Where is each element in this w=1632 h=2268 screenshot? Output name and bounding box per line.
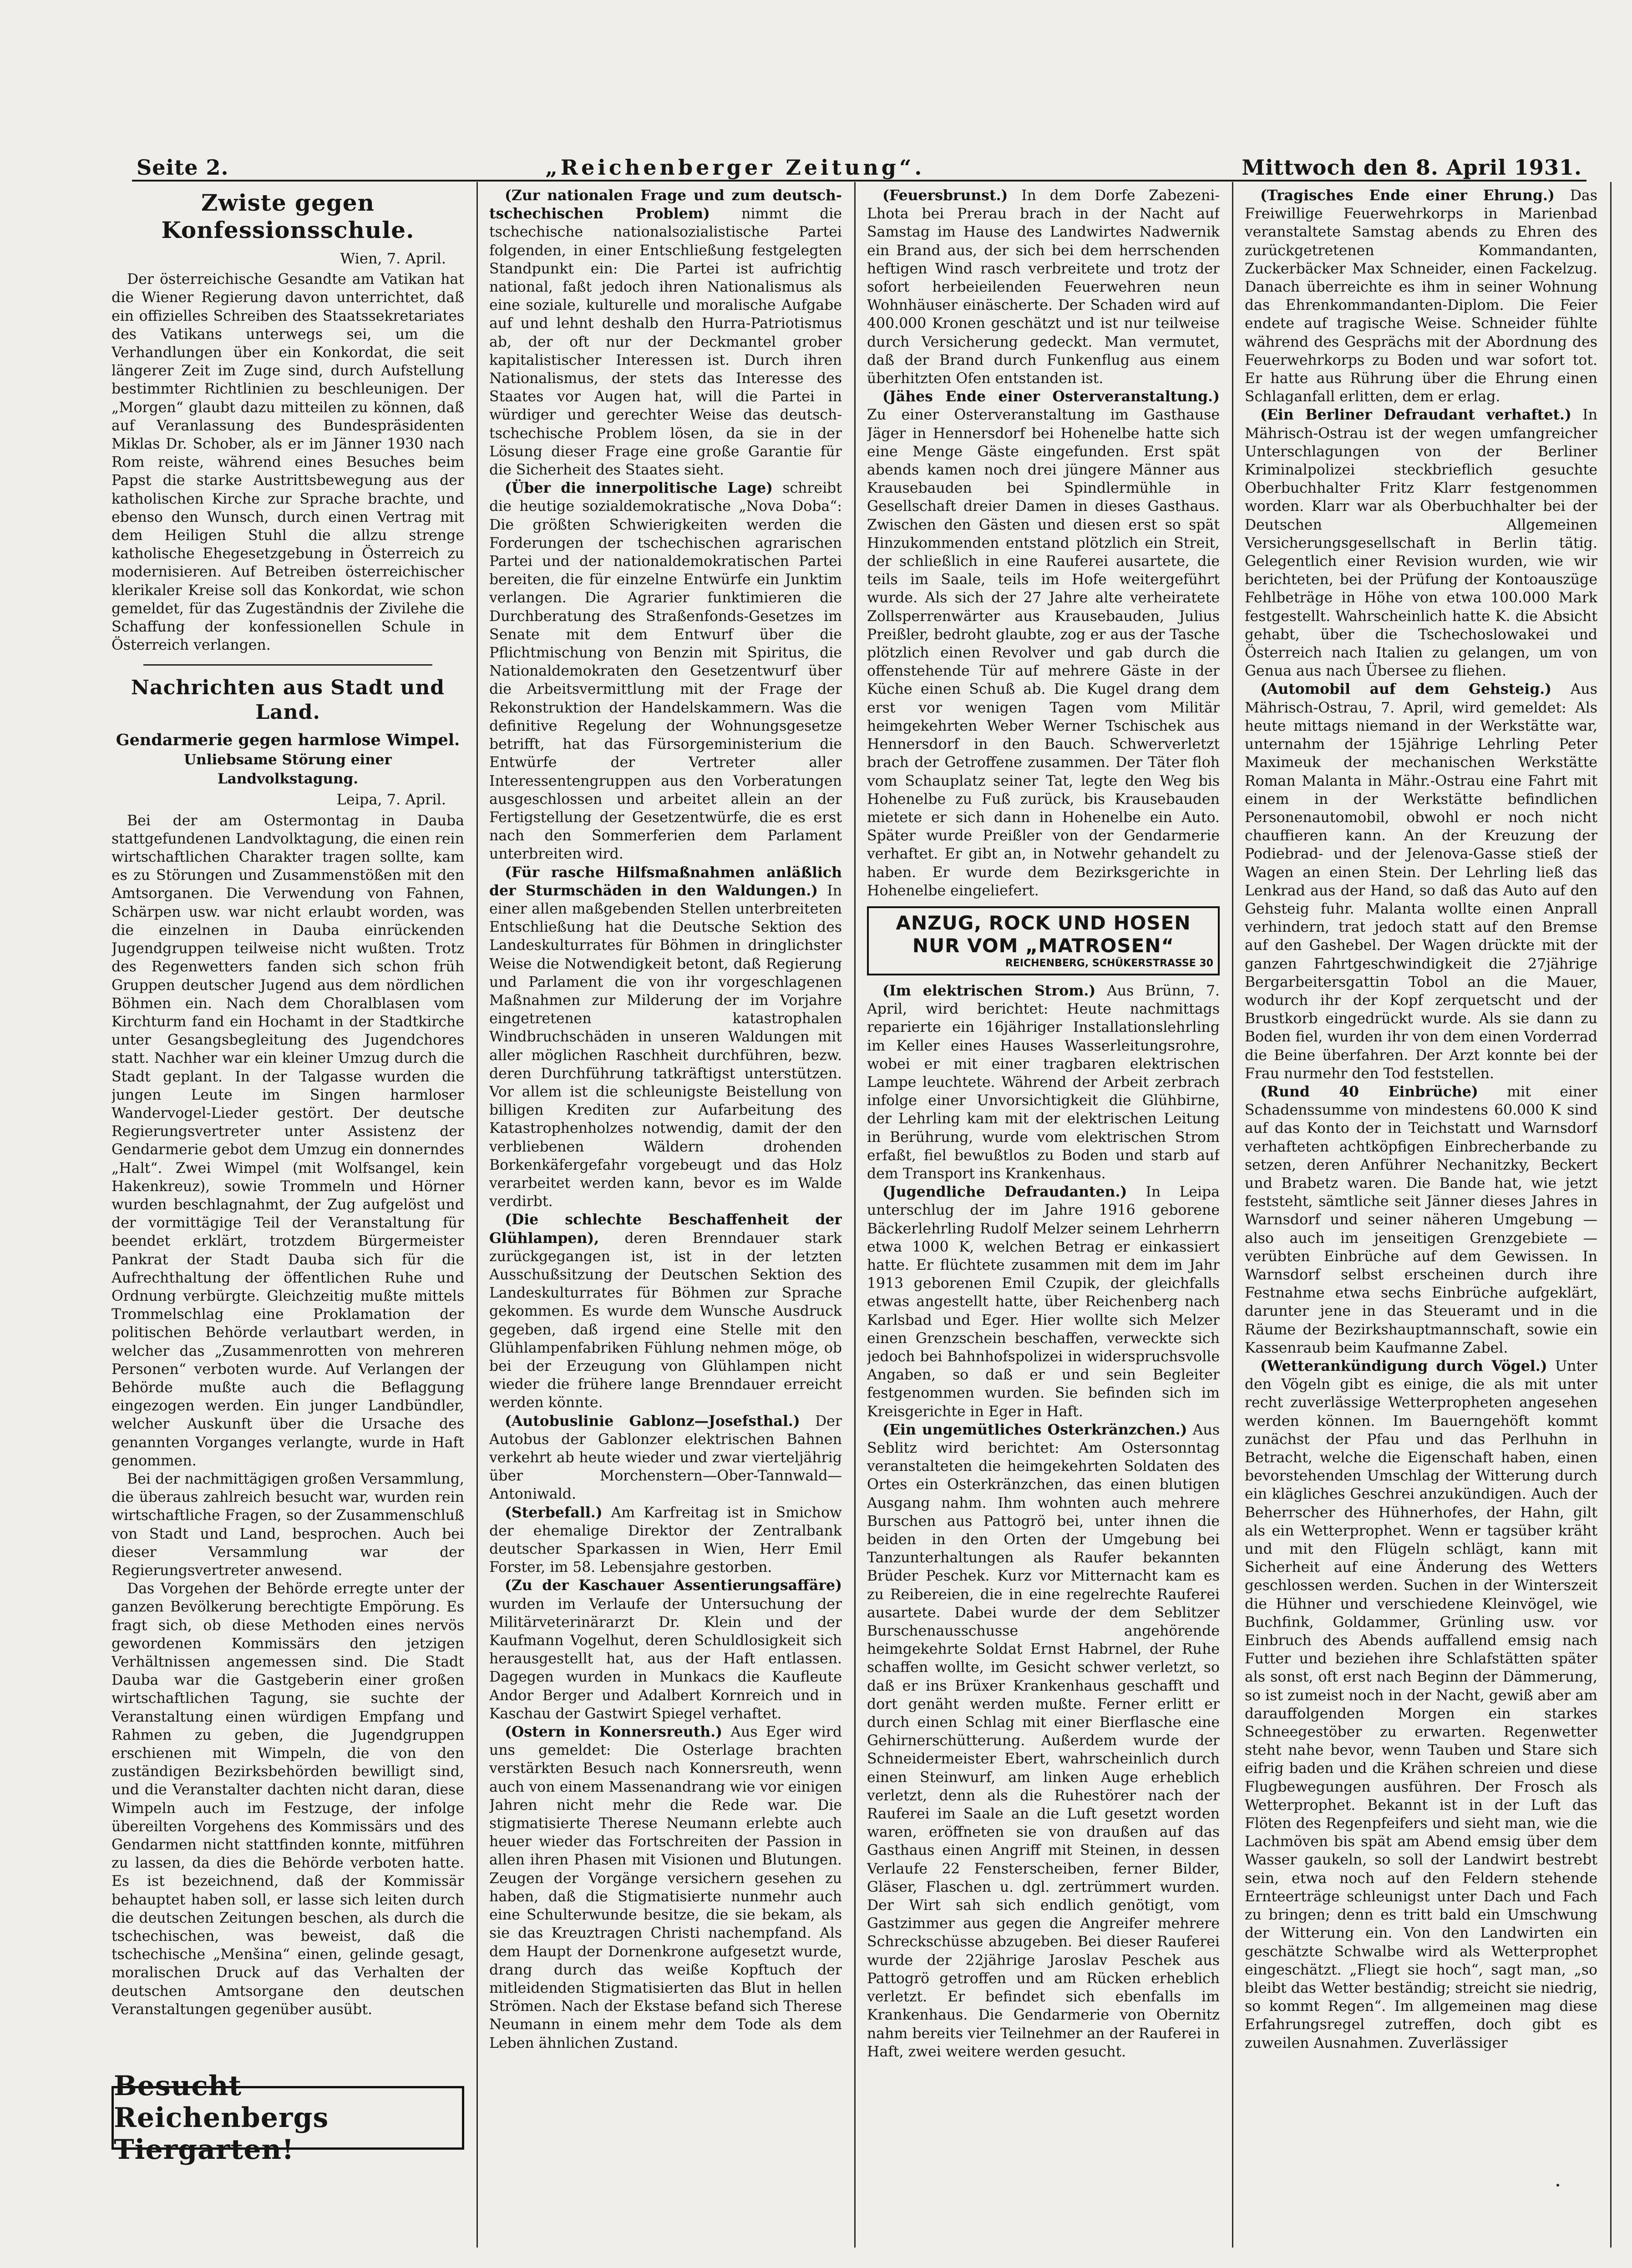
section-headline-stadt-land: Nachrichten aus Stadt und Land. <box>131 676 445 724</box>
section-divider <box>143 664 432 666</box>
column-2 <box>489 187 842 2243</box>
item-keyword: (Zu der Kaschauer Assentierungsaffäre) <box>505 1577 842 1594</box>
item-keyword: (Automobil auf dem Gehsteig.) <box>1260 681 1552 698</box>
tiergarten-banner-ad: Besucht Reichenbergs Tiergarten! <box>112 2086 464 2150</box>
item-keyword: (Über die innerpolitische Lage) <box>505 480 773 497</box>
item-keyword: (Tragisches Ende einer Ehrung.) <box>1260 187 1555 204</box>
item-keyword: (Ein ungemütliches Osterkränzchen.) <box>882 1421 1187 1438</box>
news-item: (Automobil auf dem Gehsteig.) Aus Mährisch-Ostrau, 7. April, wird gemeldet: Als heute mittags niemand in der Werkstätte war, unternahm der 15jährige Lehrling Peter Maximeuk der mechanischen Werkstätte Roman Malanta in Mähr.-Ostrau eine Fahrt mit einem in der Werkstätte befindlichen Personenautomobil, obwohl er noch nicht chauffieren kann. An der Kreuzung der Podiebrad- und der Jelenova-Gasse stieß der Wagen an einen Stein. Der Lehrling ließ das Lenkrad aus der Hand, so daß das Auto auf den Gehsteig fuhr. Malanta wollte einen Anprall verhindern, trat jedoch statt auf den Bremse auf den Gashebel. Der Wagen drückte mit der ganzen Fahrtgeschwindigkeit die 27jährige Bergarbeitersgattin Tobol an die Mauer, wodurch ihr der Kopf zerquetscht und der Brustkorb eingedrückt wurde. Als sie dann zu Boden fiel, wurden ihr von dem einen Vorderrad die Beine überfahren. Der Arzt konnte bei der Frau nurmehr den Tod feststellen. <box>1245 681 1597 1082</box>
column-rule <box>1610 182 1612 2248</box>
item-keyword: (Autobuslinie Gablonz—Josefsthal.) <box>505 1412 800 1429</box>
item-keyword: (Zur nationalen Frage und zum deutsch-tschechischen Problem) <box>489 187 842 222</box>
news-item: (Autobuslinie Gablonz—Josefsthal.) Der Autobus der Gablonzer elektrischen Bahnen verkehrt ab heute wieder und zwar vierteljährig über Morchenstern—Ober-Tannwald—Antoniwald. <box>489 1412 842 1503</box>
news-item: (Jähes Ende einer Osterveranstaltung.) Zu einer Osterveranstaltung im Gasthause Jäger in Hennersdorf bei Hohenelbe hatte sich eine Menge Gäste eingefunden. Erst spät abends kamen noch drei jüngere Männer aus Krausebauden bei Spindlermühle in Gesellschaft dreier Damen in dieses Gasthaus. Zwischen den Gästen und diesen erst so spät Hinzukommenden entstand plötzlich ein Streit, der schließlich in eine Rauferei ausartete, die teils im Saale, teils im Hofe weitergeführt wurde. Als sich der 27 Jahre alte verheiratete Zollsperrenwärter aus Krausebauden, Julius Preißler, bedroht glaubte, zog er aus der Tasche plötzlich einen Revolver und gab durch die offenstehende Tür auf mehrere Gäste in der Küche einen Schuß ab. Die Kugel drang dem erst vor wenigen Tagen vom Militär heimgekehrten Weber Werner Tschischek aus Hennersdorf in den Bauch. Schwerverletzt brach der Getroffene zusammen. Der Täter floh vom Schauplatz seiner Tat, legte den Weg bis Hohenelbe zu Fuß zurück, bis Krausebauden mietete er sich dann in Hohenelbe ein Auto. Später wurde Preißler von der Gendarmerie verhaftet. Er gibt an, in Notwehr gehandelt zu haben. Er wurde dem Bezirksgerichte in Hohenelbe eingeliefert. <box>867 388 1220 899</box>
news-item: (Sterbefall.) Am Karfreitag ist in Smichow der ehemalige Direktor der Zentralbank deutscher Sparkassen in Wien, Herr Emil Forster, im 58. Lebensjahre gestorben. <box>489 1504 842 1576</box>
news-item: (Ein Berliner Defraudant verhaftet.) In Mährisch-Ostrau ist der wegen umfangreicher Unterschlagungen von der Berliner Kriminalpolizei steckbrieflich gesuchte Oberbuchhalter Fritz Klarr festgenommen worden. Klarr war als Oberbuchhalter bei der Deutschen Allgemeinen Versicherungsgesellschaft in Berlin tätig. Gelegentlich einer Revision wurden, wie wir berichteten, bei der Prüfung der Kontoauszüge Fehlbeträge in Höhe von etwa 100.000 Mark festgestellt. Wahrscheinlich hatte K. die Absicht gehabt, über die Tschechoslowakei und Österreich nach Italien zu gelangen, um von Genua aus nach Übersee zu fliehen. <box>1245 406 1597 680</box>
ad-subline: NUR VOM „MATROSEN“ <box>912 934 1175 957</box>
article-headline-konfessionsschule: Zwiste gegen Konfessionsschule. <box>161 189 415 243</box>
article-subheadline: Unliebsame Störung einer Landvolkstagung. <box>184 752 392 788</box>
news-item: (Im elektrischen Strom.) Aus Brünn, 7. April, wird berichtet: Heute nachmittags reparierte ein 16jähriger Installationslehrling im Keller eines Hauses Wasserleitungsrohre, wobei er mit einer tragbaren elektrischen Lampe leuchtete. Während der Arbeit zerbrach infolge einer Unvorsichtigkeit die Glühbirne, der Lehrling kam mit der elektrischen Leitung in Berührung, wurde vom elektrischen Strom erfaßt, fiel bewußtlos zu Boden und starb auf dem Transport ins Krankenhaus. <box>867 982 1220 1182</box>
newspaper-title: „Reichenberger Zeitung“. <box>545 155 925 180</box>
column-4 <box>1245 187 1597 2243</box>
page-number: Seite 2. <box>137 155 229 180</box>
ad-headline: ANZUG, ROCK UND HOSEN <box>896 911 1191 934</box>
matrosen-clothing-ad <box>867 906 1220 975</box>
news-item: (Ein ungemütliches Osterkränzchen.) Aus Seblitz wird berichtet: Am Ostersonntag veranstalteten die heimgekehrten Soldaten des Ortes ein Osterkränzchen, das einen blutigen Ausgang nahm. Ihm wohnten auch mehrere Burschen aus Pattogrö bei, unter ihnen die beiden in den Orten der Umgebung bei Tanzunterhaltungen als Raufer bekannten Brüder Peschek. Kurz vor Mitternacht kam es zu Reibereien, die in eine regelrechte Rauferei ausartete. Dabei wurde der dem Seblitzer Burschenausschusse angehörende heimgekehrte Soldat Ernst Habrnel, der Ruhe schaffen wollte, im Gesicht schwer verletzt, so daß er ins Brüxer Krankenhaus geschafft und dort genäht werden mußte. Ferner erlitt er durch einen Schlag mit einer Bierflasche eine Gehirnerschütterung. Außerdem wurde der Schneidermeister Ebert, wahrscheinlich durch einen Steinwurf, am linken Auge erheblich verletzt, denn als die Ruhestörer nach der Rauferei im Saale an die Luft gesetzt worden waren, eröffneten sie von draußen auf das Gasthaus einen Angriff mit Steinen, in dessen Verlaufe 22 Fensterscheiben, ferner Bilder, Gläser, Flaschen u. dgl. zertrümmert wurden. Der Wirt sah sich endlich genötigt, vom Gastzimmer aus gegen die Angreifer mehrere Schreckschüsse abzugeben. Bei dieser Rauferei wurde der 22jährige Jaroslav Peschek aus Pattogrö getroffen und am Rücken erheblich verletzt. Er befindet sich ebenfalls im Krankenhaus. Die Gendarmerie von Obernitz nahm bereits vier Teilnehmer an der Rauferei in Haft, zwei weitere werden gesucht. <box>867 1421 1220 2060</box>
news-item: (Die schlechte Beschaffenheit der Glühlampen), deren Brenndauer stark zurückgegangen ist, ist in der letzten Ausschußsitzung der Deutschen Sektion des Landeskulturrates für Böhmen zur Sprache gekommen. Es wurde dem Wunsche Ausdruck gegeben, daß irgend eine Stelle mit den Glühlampenfabriken Fühlung nehmen möge, ob bei der Erzeugung von Glühlampen nicht wieder die frühere lange Brenndauer erreicht werden könnte. <box>489 1211 842 1411</box>
news-item: (Wetterankündigung durch Vögel.) Unter den Vögeln gibt es einige, die als mit unter recht zuverlässige Wetterpropheten angesehen werden können. Im Bauerngehöft kommt zunächst der Pfau und das Perlhuhn in Betracht, welche die Eigenschaft haben, einen bevorstehenden Umschlag der Witterung durch ein klägliches Geschrei anzukündigen. Auch der Beherrscher des Hühnerhofes, der Hahn, gilt als ein Wetterprophet. Wenn er tagsüber kräht und mit den Flügeln schlägt, kann mit Sicherheit auf eine Änderung des Wetters geschlossen werden. Suchen in der Winterszeit die Hühner und verschiedene Kleinvögel, wie Buchfink, Goldammer, Grünling usw. vor Einbruch des Abends auffallend emsig nach Futter und beziehen ihre Schlafstätten später als sonst, oft erst nach Beginn der Dämmerung, so ist zumeist noch in der Nacht, gewiß aber am darauffolgenden Morgen ein starkes Schneegestöber zu erwarten. Regenwetter steht nahe bevor, wenn Tauben und Stare sich eifrig baden und die Krähen schreien und diese Flugbewegungen ausführen. Der Frosch als Wetterprophet. Bekannt ist in der Luft das Flöten des Regenpfeifers und sieht man, wie die Lachmöven bis spät am Abend emsig über dem Wasser gaukeln, so soll der Landwirt bestrebt sein, etwa noch auf den Feldern stehende Ernteerträge schleunigst unter Dach und Fach zu bringen; denn es tritt bald ein Umschwung der Witterung ein. Von den Landwirten ein geschätzte Schwalbe wird als Wetterprophet eingeschätzt. „Fliegt sie hoch“, sagt man, „so bleibt das Wetter beständig; streicht sie niedrig, so kommt Regen“. Im allgemeinen mag diese Erfahrungsregel zutreffen, doch gibt es zuweilen Ausnahmen. Zuverlässiger <box>1245 1358 1597 2051</box>
column-rule <box>476 182 478 2248</box>
item-keyword: (Sterbefall.) <box>505 1504 603 1521</box>
news-item: (Rund 40 Einbrüche) mit einer Schadenssumme von mindestens 60.000 K sind auf das Konto der in Teichstatt und Warnsdorf verhafteten achtköpfigen Einbrecherbande zu setzen, deren Anführer Nechanitzky, Beckert und Brabetz waren. Die Bande hat, wie jetzt feststeht, sämtliche seit Jänner dieses Jahres in Warnsdorf und seiner näheren Umgebung — also auch im jenseitigen Grenzgebiete — verübten Einbrüche auf dem Gewissen. In Warnsdorf selbst erscheinen durch ihre Festnahme etwa sechs Einbrüche aufgeklärt, darunter jene in das Steueramt und in die Räume der Bezirkshauptmannschaft, sowie ein Kassenraub beim Kaufmanne Zabel. <box>1245 1083 1597 1356</box>
news-item: (Zu der Kaschauer Assentierungsaffäre) wurden im Verlaufe der Untersuchung der Militärveterinärarzt Dr. Klein und der Kaufmann Vogelhut, deren Schuldlosigkeit sich herausgestellt hat, aus der Haft entlassen. Dagegen wurden in Munkacs die Kaufleute Andor Berger und Adalbert Kornreich und in Kaschau der Gastwirt Spiegel verhaftet. <box>489 1577 842 1722</box>
article-paragraph: Der österreichische Gesandte am Vatikan hat die Wiener Regierung davon unterrichtet, daß ein offizielles Schreiben des Staatssekretariates des Vatikans unterwegs sei, um die Verhandlungen über ein Konkordat, die seit längerer Zeit im Zuge sind, durch Aufstellung bestimmter Richtlinien zu beschleunigen. Der „Morgen“ glaubt dazu mitteilen zu können, daß auf Veranlassung des Bundespräsidenten Miklas Dr. Schober, als er im Jänner 1930 nach Rom reiste, während eines Besuches beim Papst die starke Austrittsbewegung aus der katholischen Kirche zur Sprache brachte, und ebenso den Wunsch, durch einen Vertrag mit dem Heiligen Stuhl die allzu strenge katholische Ehegesetzgebung in Österreich zu modernisieren. Auf Betreiben österreichischer klerikaler Kreise soll das Konkordat, wie schon gemeldet, für das Zugeständnis der Zivilehe die Schaffung der konfessionellen Schule in Österreich verlangen. <box>112 271 464 654</box>
news-item: (Über die innerpolitische Lage) schreibt die heutige sozialdemokratische „Nova Doba“: Die größten Schwierigkeiten werden die Forderungen der tschechischen agrarischen Partei und der nationaldemokratischen Partei bereiten, die für einzelne Entwürfe ein Junktim verlangen. Die Agrarier funktimieren die Durchberatung des Straßenfonds-Gesetzes im Senate mit dem Entwurf über die Pflichtmischung von Benzin mit Spiritus, die Nationaldemokraten den Gesetzentwurf über die Arbeitsvermittlung mit der Frage der Rekonstruktion der Handelskammern. Was die definitive Regelung der Wohnungsgesetze betrifft, hat das Fürsorgeministerium die Entwürfe der Vertreter aller Interessentengruppen aus den Vorberatungen ausgeschlossen und arbeitet allein an der Fertigstellung der Gesetzentwürfe, die es erst nach den Sommerferien dem Parlament unterbreiten wird. <box>489 480 842 863</box>
article-paragraph: Bei der am Ostermontag in Dauba stattgefundenen Landvolktagung, die einen rein wirtschaftlichen Charakter tragen sollte, kam es zu Störungen und Zusammenstößen mit den Amtsorganen. Die Verwendung von Fahnen, Schärpen usw. war nicht erlaubt worden, was die einzelnen in Dauba einrückenden Jugendgruppen teilweise nicht wußten. Trotz des Regenwetters fanden sich schon früh Gruppen deutscher Jugend aus dem nördlichen Böhmen ein. Nach dem Choralblasen vom Kirchturm fand ein Hochamt in der Stadtkirche unter Gesangsbegleitung des Jugendchores statt. Nachher war ein kleiner Umzug durch die Stadt geplant. In der Talgasse wurden die jungen Leute im Singen harmloser Wandervogel-Lieder gestört. Der deutsche Regierungsvertreter unter Assistenz der Gendarmerie gebot dem Umzug ein donnerndes „Halt“. Zwei Wimpel (mit Wolfsangel, kein Hakenkreuz), sowie Trommeln und Hörner wurden beschlagnahmt, der Zug aufgelöst und der vormittägige Teil der Veranstaltung für beendet erklärt, trotzdem Bürgermeister Pankrat der Stadt Dauba sich für die Aufrechthaltung der öffentlichen Ruhe und Ordnung verbürgte. Gleichzeitig mußte mittels Trommelschlag eine Proklamation der politischen Behörde verlautbart werden, in welcher das „Zusammenrotten von mehreren Personen“ verboten wurde. Auf Verlangen der Behörde mußte auch die Beflaggung eingezogen werden. Ein junger Landbündler, welcher Auskunft über die Ursache des genannten Vorganges verlangte, wurde in Haft genommen. <box>112 812 464 1469</box>
news-item: (Tragisches Ende einer Ehrung.) Das Freiwillige Feuerwehrkorps in Marienbad veranstaltete Samstag abends zu Ehren des zurückgetretenen Kommandanten, Zuckerbäcker Max Schneider, einen Fackelzug. Danach überreichte es ihm in seiner Wohnung das Ehrenkommandanten-Diplom. Die Feier endete auf tragische Weise. Schneider fühlte während des Gesprächs mit der Abordnung des Feuerwehrkorps zu Boden und war sofort tot. Er hatte aus Rührung über die Ehrung einen Schlaganfall erlitten, dem er erlag. <box>1245 187 1597 405</box>
item-keyword: (Die schlechte Beschaffenheit der Glühlampen), <box>489 1211 842 1247</box>
column-1 <box>112 187 464 2243</box>
dateline: Wien, 7. April. <box>340 250 446 267</box>
dateline: Leipa, 7. April. <box>336 791 446 808</box>
issue-date: Mittwoch den 8. April 1931. <box>1242 155 1582 180</box>
news-item: (Jugendliche Defraudanten.) In Leipa unterschlug der im Jahre 1916 geborene Bäckerlehrling Rudolf Melzer seinem Lehrherrn etwa 1000 K, welchen Betrag er einkassiert hatte. Er flüchtete zusammen mit dem im Jahr 1913 geborenen Emil Czupik, der gleichfalls etwas angestellt hatte, über Reichenberg nach Karlsbad und Eger. Hier wollte sich Melzer einen Grenzschein beschaffen, verweckte sich jedoch bei Bahnhofspolizei in widerspruchsvolle Angaben, so daß er und sein Begleiter festgenommen wurden. Sie befinden sich im Kreisgerichte in Eger in Haft. <box>867 1183 1220 1420</box>
item-keyword: (Ein Berliner Defraudant verhaftet.) <box>1260 406 1571 424</box>
article-paragraph: Bei der nachmittägigen großen Versammlung, die überaus zahlreich besucht war, wurden rein wirtschaftliche Fragen, so der Zusammenschluß von Stadt und Land, besprochen. Auch bei dieser Versammlung war der Regierungsvertreter anwesend. <box>112 1470 464 1579</box>
column-rule <box>854 182 856 2248</box>
column-3 <box>867 187 1220 2243</box>
column-rule <box>1232 182 1233 2248</box>
print-speck <box>1556 2184 1559 2187</box>
news-item: (Für rasche Hilfsmaßnahmen anläßlich der Sturmschäden in den Waldungen.) In einer allen maßgebenden Stellen unterbreiteten Entschließung hat die Deutsche Sektion des Landeskulturrates für Böhmen in dringlichster Weise die Notwendigkeit betont, daß Regierung und Parlament die von ihr vorgeschlagenen Maßnahmen zur Milderung der im Vorjahre eingetretenen katastrophalen Windbruchschäden in unseren Waldungen mit aller möglichen Raschheit durchführen, bezw. deren Durchführung tatkräftigst unterstützen. Vor allem ist die schleunigste Beistellung von billigen Krediten zur Aufarbeitung des Katastrophenholzes notwendig, damit der den verbliebenen Wäldern drohenden Borkenkäfergefahr vorgebeugt und das Holz verarbeitet werden kann, bevor es im Walde verdirbt. <box>489 864 842 1210</box>
item-keyword: (Jähes Ende einer Osterveranstaltung.) <box>882 388 1220 405</box>
item-keyword: (Wetterankündigung durch Vögel.) <box>1260 1358 1547 1374</box>
news-item: (Ostern in Konnersreuth.) Aus Eger wird uns gemeldet: Die Osterlage brachten verstärkten Besuch nach Konnersreuth, wenn auch von einem Massenandrang wie vor einigen Jahren nicht mehr die Rede war. Die stigmatisierte Therese Neumann erlebte auch heuer wieder das Fortschreiten der Passion in allen ihren Phasen mit Visionen und Blutungen. Zeugen der Vorgänge versichern gesehen zu haben, daß die Stigmatisierte nunmehr auch eine Schulterwunde besitze, die sie bekam, als sie das Kreuztragen Christi nachempfand. Als dem Haupt der Dornenkrone aufgesetzt wurde, drang durch das weiße Kopftuch der mitleidenden Stigmatisierten das Blut in hellen Strömen. Nach der Ekstase befand sich Therese Neumann in einem mehr dem Tode als dem Leben ähnlichen Zustand. <box>489 1723 842 2051</box>
article-headline-wimpel: Gendarmerie gegen harmlose Wimpel. <box>116 731 460 750</box>
news-item: (Feuersbrunst.) In dem Dorfe Zabezeni-Lhota bei Prerau brach in der Nacht auf Samstag im Hause des Landwirtes Nadwernik ein Brand aus, der sich bei dem herrschenden heftigen Wind rasch verbreitete und trotz der sofort herbeieilenden Feuerwehren neun Wohnhäuser einäscherte. Der Schaden wird auf 400.000 Kronen geschätzt und ist nur teilweise durch Versicherung gedeckt. Man vermutet, daß der Brand durch Funkenflug aus einem überhitzten Ofen entstanden ist. <box>867 187 1220 387</box>
item-keyword: (Rund 40 Einbrüche) <box>1260 1083 1478 1100</box>
article-paragraph: Das Vorgehen der Behörde erregte unter der ganzen Bevölkerung berechtigte Empörung. Es fragt sich, ob diese Methoden eines nervös gewordenen Kommissärs den jetzigen Verhältnissen angemessen sind. Die Stadt Dauba war die Gastgeberin einer großen wirtschaftlichen Tagung, sie suchte der Veranstaltung einen würdigen Empfang und Rahmen zu geben, die Jugendgruppen erschienen mit Wimpeln, die von den zuständigen Bezirksbehörden bewilligt sind, und die Veranstalter dachten nicht daran, diese Wimpeln auch im Festzuge, der infolge übereilten Vorgehens des Kommissärs und des Gendarmen nicht stattfinden konnte, mitführen zu lassen, da dies die Behörde verboten hatte. Es ist bezeichnend, daß der Kommissär behauptet haben soll, er lasse sich leiten durch die deutschen Zeitungen beschen, als durch die tschechischen, was beweist, daß die tschechische „Menšina“ einen, gelinde gesagt, moralischen Druck auf das Verhalten der deutschen Amtsorgane den deutschen Veranstaltungen gegenüber ausübt. <box>112 1581 464 2018</box>
item-keyword: (Jugendliche Defraudanten.) <box>882 1183 1127 1201</box>
item-keyword: (Feuersbrunst.) <box>882 187 1008 204</box>
header-rule <box>132 180 1586 182</box>
item-keyword: (Im elektrischen Strom.) <box>882 982 1096 999</box>
item-keyword: (Für rasche Hilfsmaßnahmen anläßlich der Sturmschäden in den Waldungen.) <box>489 864 842 899</box>
page-header <box>137 139 1582 180</box>
news-item: (Zur nationalen Frage und zum deutsch-tschechischen Problem) nimmt die tschechische nationalsozialistische Partei folgenden, in einer Entschließung festgelegten Standpunkt ein: Die Partei ist aufrichtig national, faßt jedoch ihren Nationalismus als eine soziale, kulturelle und moralische Aufgabe auf und lehnt deshalb den Hurra-Patriotismus ab, der oft nur der Deckmantel grober kapitalistischer Interessen ist. Durch ihren Nationalismus, der stets das Interesse des Staates vor Augen hat, will die Partei in würdiger und gerechter Weise das deutsch-tschechische Problem lösen, da sie in der Lösung dieser Frage eine große Garantie für die Sicherheit des Staates sieht. <box>489 187 842 479</box>
ad-address: REICHENBERG, SCHÜKERSTRASSE 30 <box>1005 957 1213 969</box>
item-keyword: (Ostern in Konnersreuth.) <box>505 1723 723 1741</box>
